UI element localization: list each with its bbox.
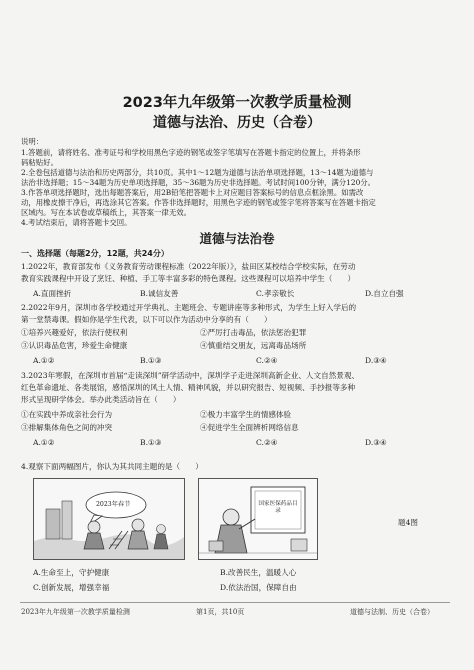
footer-divider — [20, 602, 450, 603]
question-2-option-c: C.②④ — [256, 356, 278, 365]
question-3-option-c: C.②④ — [256, 438, 278, 447]
question-2-statement: ①培养兴趣爱好，依法行使权利 — [21, 328, 128, 337]
question-2-statement: ②严厉打击毒品，依法惩治犯罪 — [200, 328, 307, 337]
instruction-line: 码粘贴好。 — [21, 158, 58, 167]
question-3-statement: ①在实践中养成亲社会行为 — [21, 410, 113, 419]
question-3-statement: ②极力丰富学生的情感体验 — [200, 410, 292, 419]
cartoon-image-2 — [198, 478, 318, 560]
question-4-option-d: D.依法治国，保障自由 — [220, 583, 297, 592]
question-3-statement: ③排解集体角色之间的冲突 — [21, 423, 113, 432]
question-3-text: 形式呈现研学体会。举办此类活动旨在（ ） — [21, 395, 181, 404]
question-2-option-b: B.①③ — [140, 356, 162, 365]
exam-title: 2023年九年级第一次教学质量检测 — [122, 95, 352, 111]
question-2-text: 第一堂禁毒课。假如你是学生代表，以下可以作为活动中分享的有（ ） — [21, 315, 272, 324]
cartoon-2-caption: 国家医保药品目录 — [258, 501, 298, 514]
footer-left: 2023年九年级第一次教学质量检测 — [21, 608, 130, 616]
exam-subtitle: 道德与法治、历史（合卷） — [153, 115, 321, 131]
part-heading: 一、选择题（每题2分，12题，共24分） — [21, 249, 169, 258]
figure-label: 题4图 — [398, 518, 419, 527]
question-3-text: 红色革命遗址、各类展馆，感悟深圳的风土人情、精神风貌，并以研究报告、短视频、手抄报等多种 — [21, 383, 356, 392]
question-1-option-c: C.孝亲敬长 — [256, 289, 295, 298]
question-3-option-b: B.①③ — [140, 438, 162, 447]
question-1-option-b: B.诚信友善 — [140, 289, 179, 298]
question-1-option-d: D.自立自强 — [365, 289, 404, 298]
instruction-line: 2.全卷包括道德与法治和历史两部分，共10页。其中1～12题为道德与法治单项选择题，13～14题为道德与 — [21, 168, 374, 177]
question-3-option-a: A.①② — [33, 438, 55, 447]
instructions-heading: 说明： — [21, 137, 44, 146]
instruction-line: 3.作答单项选择题时，选出每题答案后，用2B铅笔把答题卡上对应题目答案标号的信息点框涂黑。如需改 — [21, 188, 364, 197]
question-4-text: 4.观察下面两幅图片，你认为其共同主题的是（ ） — [21, 462, 203, 471]
footer-page-number: 第1页，共10页 — [196, 608, 245, 616]
question-4-option-a: A.生命至上，守护健康 — [33, 568, 110, 577]
question-2-statement: ④慎重结交朋友，远离毒品场所 — [200, 341, 307, 350]
instruction-line: 4.考试结束后，请将答题卡交回。 — [21, 218, 132, 227]
question-2-statement: ③认识毒品危害，珍爱生命健康 — [21, 341, 128, 350]
question-1-text: 1.2022年，教育部发布《义务教育劳动课程标准（2022年版）》，盐田区某校结合学校实际，在劳动 — [21, 262, 356, 271]
question-4-option-b: B.改善民生，温暖人心 — [220, 568, 297, 577]
instruction-line: 1.答题前，请将姓名、准考证号和学校用黑色字迹的钢笔或签字笔填写在答题卡指定的位置上，并将条形 — [21, 148, 361, 157]
question-2-text: 2.2022年9月，深圳市各学校通过开学典礼、主题班会、专题讲座等多种形式，为学生上好入学后的 — [21, 303, 357, 312]
question-2-option-a: A.①② — [33, 356, 55, 365]
question-3-text: 3.2023年寒假，在深圳市首届“走读深圳”研学活动中，深圳学子走进深圳高新企业、人文自然景观、 — [21, 371, 360, 380]
cartoon-image-1 — [33, 478, 185, 560]
question-3-option-d: D.③④ — [365, 438, 387, 447]
cartoon-1-caption: 2023年春节 — [96, 501, 131, 508]
cartoon-1-illustration — [34, 479, 184, 559]
question-1-option-a: A.直面挫折 — [33, 289, 72, 298]
instruction-line: 区域内。写在本试卷或草稿纸上，其答案一律无效。 — [21, 208, 191, 217]
instruction-line: 法治非选择题；15～34题为历史单项选择题，35～36题为历史非选择题。考试时间100分钟，满分120分。 — [21, 178, 376, 187]
question-1-text: 教育实践课程中开设了烹饪、种植、手工等丰富多彩的特色课程。这些课程可以培养中学生（ ） — [21, 274, 356, 283]
cartoon-2-illustration — [199, 479, 317, 559]
question-3-statement: ④促进学生全面辨析网络信息 — [200, 423, 299, 432]
footer-right: 道德与法制、历史（合卷） — [350, 608, 434, 616]
question-4-option-c: C.创新发展，增强幸福 — [33, 583, 110, 592]
question-2-option-d: D.③④ — [365, 356, 387, 365]
instruction-line: 动，用橡皮擦干净后，再选涂其它答案。作答非选择题时，用黑色字迹的钢笔或签字笔将答案写在答题卡指定 — [21, 198, 376, 207]
section-title: 道德与法治卷 — [199, 231, 275, 246]
